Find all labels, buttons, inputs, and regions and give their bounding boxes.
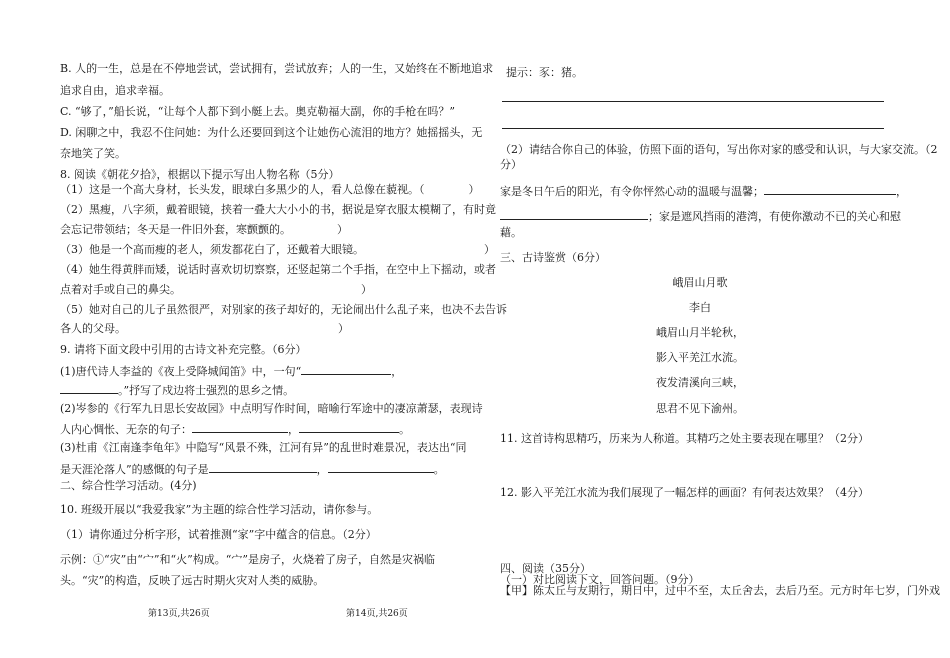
section-4-part-1: （一）对比阅读下文，回答问题。（9分） [500,573,700,586]
q8-item-4-line2: 点着对手或自己的鼻尖。 ） [60,283,372,296]
q7-option-d-line2: 奈地笑了笑。 [60,147,126,160]
q10-example-line1: 示例：①“灾”由“宀”和“火”构成。“宀”是房子，火烧着了房子，自然是灾祸临 [60,553,435,566]
q9-item-3-line2: 是天涯沦落人”的感慨的句子是 ， 。 [60,463,445,476]
q8-item-2-line1: （2）黑瘦，八字须，戴着眼镜，挟着一叠大大小小的书，据说是穿衣服太模糊了，有时竟 [60,203,496,216]
q10-part-2-prompt: 家是冬日午后的阳光，有令你怦然心动的温暖与温馨； ， [500,185,907,198]
poem-line: 思君不见下渝州。 [656,402,744,415]
q7-option-d-line1: D. 闲聊之中，我忍不住问她：为什么还要回到这个让她伤心流泪的地方？她摇摇头，无 [60,126,483,139]
q10-example-line2: 头。“灾”的构造，反映了远古时期火灾对人类的威胁。 [60,574,325,587]
q8-title: 8. 阅读《朝花夕拾》，根据以下提示写出人物名称（5分） [60,168,340,181]
q8-item-5-line1: （5）她对自己的儿子虽然很严，对别家的孩子却好的，无论闹出什么乱子来，也决不去告诉 [60,303,507,316]
poem-line: 夜发清溪向三峡， [656,376,744,389]
answer-blank[interactable] [500,208,648,220]
q9-item-1-line2: 。”抒写了戍边将士强烈的思乡之情。 [60,382,294,398]
q9-item-2-line1: (2)岑参的《行军九日思长安故园》中点明写作时间，暗喻行军途中的凄凉萧瑟，表现诗 [60,402,483,415]
q12: 12. 影入平羌江水流为我们展现了一幅怎样的画面？有何表达效果？（4分） [500,486,869,499]
answer-line[interactable] [502,128,884,129]
section-2-heading: 二、综合性学习活动。(4分) [60,479,197,492]
page-number-right: 第14页,共26页 [346,609,408,619]
q8-item-2-line2: 会忘记带领结；冬天是一件旧外套，寒颤颤的。 ） [60,223,348,236]
answer-blank[interactable] [301,363,391,375]
q10-part-1: （1）请你通过分析字形，试着推测“家”字中蕴含的信息。（2分） [60,528,377,541]
q10-part-2-end: 藉。 [500,226,522,239]
q8-item-4-line1: （4）她生得黄胖而矮，说话时喜欢切切察察，还竖起第二个手指，在空中上下摇动，或者 [60,263,496,276]
poem-title: 峨眉山月歌 [672,276,728,289]
answer-blank[interactable] [192,421,288,433]
q9-item-3-line1: (3)杜甫《江南逢李龟年》中隐写“风景不殊，江河有异”的乱世时难景况，表达出“同 [60,441,467,454]
q8-item-3: （3）他是一个高而瘦的老人，须发都花白了，还戴着大眼镜。 ） [60,243,495,256]
q9-title: 9. 请将下面文段中引用的古诗文补充完整。（6分） [60,343,307,356]
q8-item-1: （1）这是一个高大身材，长头发，眼球白多黑少的人，看人总像在藐视。（ ） [60,183,480,196]
q10-part-2-line2: 分） [500,158,522,171]
answer-blank[interactable] [299,421,399,433]
q9-item-2-line2: 人内心惆怅、无奈的句子： ， 。 [60,423,410,436]
section-3-heading: 三、古诗鉴赏（6分） [500,251,606,264]
q7-option-b-line1: B. 人的一生，总是在不停地尝试，尝试拥有，尝试放弃；人的一生，又始终在不断地追求 [60,62,494,75]
q11: 11. 这首诗构思精巧，历来为人称道。其精巧之处主要表现在哪里？（2分） [500,432,869,445]
answer-blank[interactable] [328,461,434,473]
hint-text: 提示：豕：猪。 [506,66,583,79]
poem-line: 影入平羌江水流。 [656,351,744,364]
poem-line: 峨眉山月半轮秋， [656,326,744,339]
answer-blank[interactable] [764,183,896,195]
q7-option-b-line2: 追求自由，追求幸福。 [60,84,170,97]
q10-title: 10. 班级开展以“我爱我家”为主题的综合性学习活动，请你参与。 [60,503,379,516]
page-number-left: 第13页,共26页 [148,609,210,619]
section-4-heading: 四、阅读（35分） [500,562,591,575]
q7-option-c: C. “够了，”船长说，“让每个人都下到小艇上去。奥克勒福大副，你的手枪在吗？” [60,105,456,118]
q9-item-1-line1: (1)唐代诗人李益的《夜上受降城闻笛》中，一句“ ， [60,365,403,378]
q10-part-2-continue: ；家是遮风挡雨的港湾，有使你激动不已的关心和慰 [500,208,901,224]
q8-item-5-line2: 各人的父母。 ） [60,322,349,335]
answer-blank[interactable] [60,382,118,394]
answer-line[interactable] [502,101,884,102]
poem-author: 李白 [689,301,711,314]
q10-part-2-line1: （2）请结合你自己的体验，仿照下面的语句，写出你对家的感受和认识，与大家交流。（2 [500,143,938,156]
passage-jia: 【甲】陈太丘与友期行，期日中，过中不至，太丘舍去，去后乃至。元方时年七岁，门外戏 [500,584,940,597]
answer-blank[interactable] [209,461,317,473]
